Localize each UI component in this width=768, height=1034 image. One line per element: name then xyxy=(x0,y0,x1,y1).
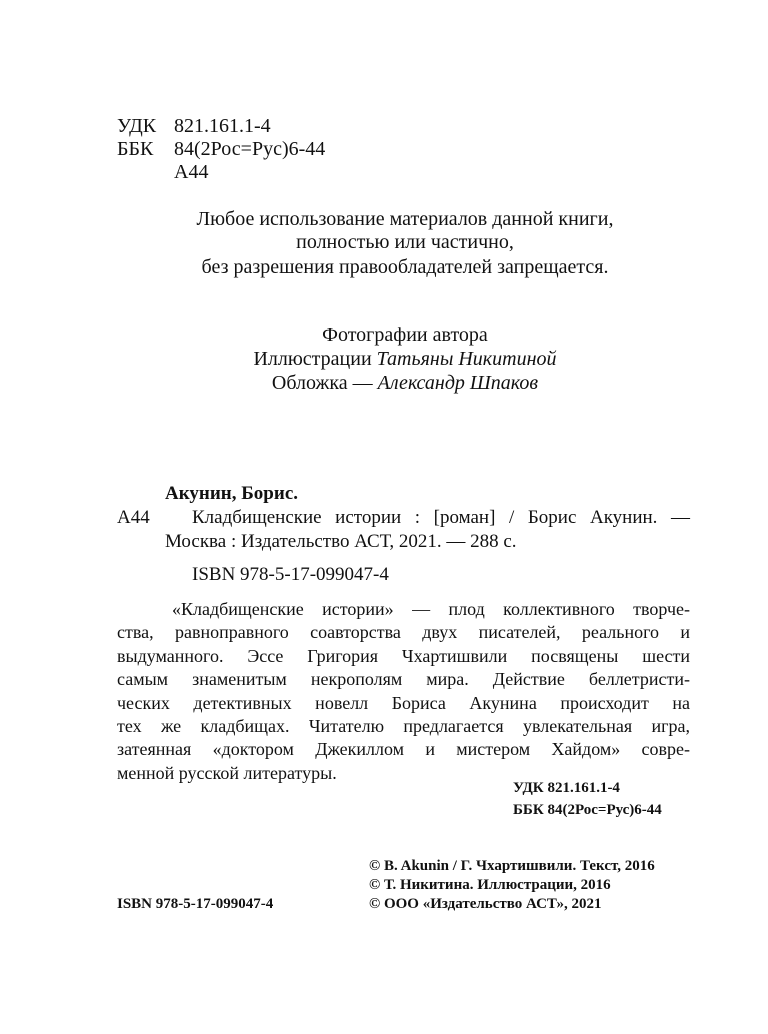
notice-line-1: Любое использование материалов данной книги, xyxy=(196,208,614,230)
bbk-label: ББК xyxy=(117,138,154,160)
credit-photos: Фотографии автора xyxy=(322,324,488,346)
bib-publisher-line: Москва : Издательство АСТ, 2021. — 288 с. xyxy=(165,531,517,552)
footer-isbn: ISBN 978-5-17-099047-4 xyxy=(117,896,274,912)
annotation-line: менной русской литературы. xyxy=(117,762,337,783)
annotation-line: затеянная «доктором Джекиллом и мистером Хайдом» совре- xyxy=(117,739,690,760)
cover-name: Александр Шпаков xyxy=(377,372,539,394)
author-heading: Акунин, Борис. xyxy=(165,483,298,504)
annotation-line: выдуманного. Эссе Григория Чхартишвили посвящены шести xyxy=(117,645,690,666)
bib-title-line: Кладбищенские истории : [роман] / Борис Акунин. — xyxy=(192,507,690,528)
notice-line-3: без разрешения правообладателей запрещается. xyxy=(201,256,609,278)
annotation-line: самым знаменитым некрополям мира. Действие беллетристи- xyxy=(117,669,690,690)
author-sign: А44 xyxy=(174,161,209,183)
udk-label: УДК xyxy=(117,115,157,137)
cover-label: Обложка — xyxy=(271,372,373,394)
bottom-udk: УДК 821.161.1-4 xyxy=(513,780,620,796)
annotation-line: ства, равноправного соавторства двух писателей, реального и xyxy=(117,622,690,643)
illustrations-label: Иллюстрации xyxy=(253,348,372,370)
copyright-line-1: © B. Akunin / Г. Чхартишвили. Текст, 2016 xyxy=(369,858,655,874)
notice-line-2: полностью или частично, xyxy=(296,231,514,253)
bbk-code: 84(2Рос=Рус)6-44 xyxy=(174,138,326,160)
bib-isbn: ISBN 978-5-17-099047-4 xyxy=(192,564,389,585)
annotation-line: ческих детективных новелл Бориса Акунина происходит на xyxy=(117,692,690,713)
annotation-line: «Кладбищенские истории» — плод коллективного творче- xyxy=(172,599,690,619)
bottom-bbk: ББК 84(2Рос=Рус)6-44 xyxy=(513,802,662,818)
copyright-line-2: © Т. Никитина. Иллюстрации, 2016 xyxy=(369,877,611,893)
credit-cover xyxy=(0,370,768,396)
copyright-line-3: © ООО «Издательство АСТ», 2021 xyxy=(369,896,602,912)
illustrations-name: Татьяны Никитиной xyxy=(376,348,557,370)
credit-illustrations xyxy=(0,346,768,372)
bib-sign: А44 xyxy=(117,507,150,528)
annotation-line: тех же кладбищах. Читателю предлагается увлекательная игра, xyxy=(117,715,690,736)
annotation xyxy=(117,598,690,785)
udk-code: 821.161.1-4 xyxy=(174,115,271,137)
